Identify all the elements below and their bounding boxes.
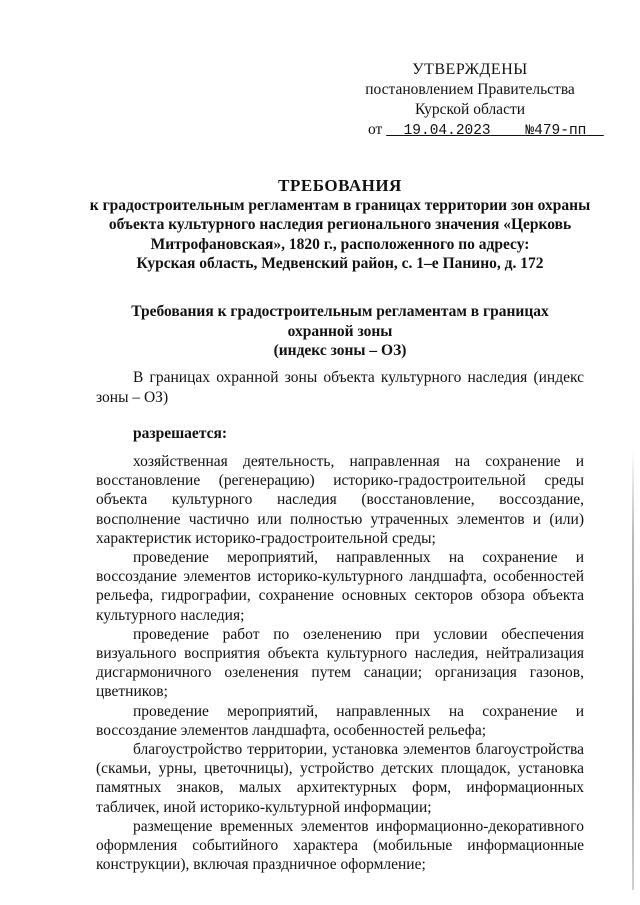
document-title — [80, 176, 600, 274]
approval-heading: УТВЕРЖДЕНЫ — [412, 61, 528, 78]
title-heading: ТРЕБОВАНИЯ — [278, 176, 402, 195]
list-item: проведение работ по озеленению при условии обеспечения визуального восприятия объекта культурного наследия, нейтрализация дисгармоничного озеленения путем санации; организация газонов, цветников; — [96, 625, 584, 701]
list-item: размещение временных элементов информационно-декоративного оформления событийного характера (мобильные информационные конструкции), включая праздничное оформление; — [96, 817, 584, 874]
approval-line-1: постановлением Правительства — [365, 81, 575, 98]
allowed-label: разрешается: — [133, 425, 228, 442]
approval-number: №479-пп — [525, 123, 587, 139]
approval-date-line — [360, 120, 587, 141]
list-item: проведение мероприятий, направленных на сохранение и воссоздание элементов ландшафта, особенностей рельефа; — [96, 702, 584, 739]
subtitle-line-3: (индекс зоны – ОЗ) — [273, 342, 407, 359]
subtitle-line-1: Требования к градостроительным регламентам в границах — [131, 303, 549, 320]
intro-paragraph: В границах охранной зоны объекта культурного наследия (индекс зоны – ОЗ) — [96, 369, 584, 406]
title-line-1: к градостроительным регламентам в границах территории зон охраны — [89, 196, 591, 214]
list-item: хозяйственная деятельность, направленная на сохранение и восстановление (регенерацию) историко-градостроительной среды объекта культурного наследия (восстановление, воссоздание, восполнение частично или полностью утраченных элементов и (или) характеристик историко-градостроительной среды; — [96, 453, 584, 547]
title-line-4: Курская область, Медвенский район, с. 1–е Панино, д. 172 — [136, 255, 544, 272]
subtitle-line-2: охранной зоны — [287, 322, 393, 340]
date-prefix: от — [368, 121, 383, 138]
section-subtitle — [80, 302, 600, 361]
title-line-2: объекта культурного наследия регионального значения «Церковь — [108, 216, 572, 233]
allowed-items-list — [96, 452, 584, 874]
title-line-3: Митрофановская», 1820 г., расположенного по адресу: — [150, 235, 530, 253]
approval-stamp — [360, 60, 587, 141]
approval-line-2: Курской области — [414, 101, 526, 118]
approval-date: 19.04.2023 — [403, 123, 491, 139]
scan-edge-shadow — [632, 450, 634, 890]
list-item: проведение мероприятий, направленных на сохранение и воссоздание элементов историко-культурного ландшафта, особенностей рельефа, гидрографии, сохранение основных секторов обзора объекта культурного наследия; — [96, 549, 584, 624]
list-item: благоустройство территории, установка элементов благоустройства (скамьи, урны, цветочницы), устройство детских площадок, установка памятных знаков, малых архитектурных форм, информационных табличек, иной историко-культурной информации; — [96, 741, 584, 816]
